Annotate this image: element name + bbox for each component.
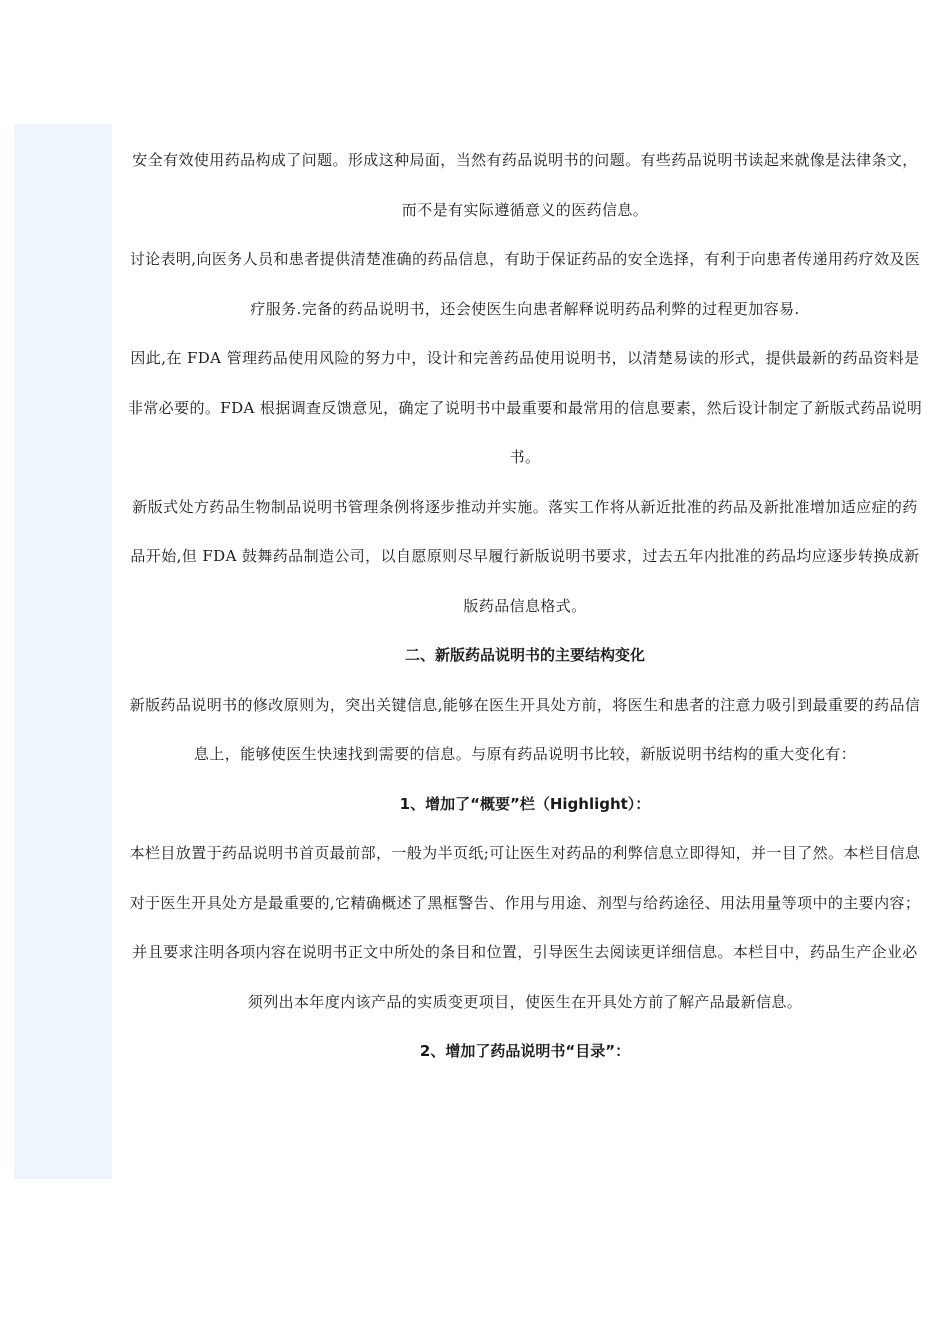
left-margin-panel xyxy=(14,124,112,1179)
section-heading-structure-changes: 二、新版药品说明书的主要结构变化 xyxy=(404,646,645,664)
document-body xyxy=(125,136,925,1077)
subheading-contents: 2、增加了药品说明书“目录”： xyxy=(419,1042,631,1060)
paragraph-fda-design: 因此,在 FDA 管理药品使用风险的努力中，设计和完善药品使用说明书，以清楚易读的形式，提供最新的药品资料是非常必要的。FDA 根据调查反馈意见，确定了说明书中最重要和最常用的信息要素，然后设计制定了新版式药品说明书。 xyxy=(127,349,923,466)
paragraph-discussion: 讨论表明,向医务人员和患者提供清楚准确的药品信息，有助于保证药品的安全选择，有利于向患者传递用药疗效及医疗服务.完备的药品说明书，还会使医生向患者解释说明药品利弊的过程更加容易. xyxy=(129,250,921,318)
paragraph-problem: 安全有效使用药品构成了问题。形成这种局面，当然有药品说明书的问题。有些药品说明书读起来就像是法律条文，而不是有实际遵循意义的医药信息。 xyxy=(132,151,918,219)
paragraph-revision-principle: 新版药品说明书的修改原则为，突出关键信息,能够在医生开具处方前，将医生和患者的注意力吸引到最重要的药品信息上，能够使医生快速找到需要的信息。与原有药品说明书比较，新版说明书结构的重大变化有： xyxy=(129,695,921,763)
paragraph-implementation: 新版式处方药品生物制品说明书管理条例将逐步推动并实施。落实工作将从新近批准的药品及新批准增加适应症的药品开始,但 FDA 鼓舞药品制造公司，以自愿原则尽早履行新版说明书要求，过去五年内批准的药品均应逐步转换成新版药品信息格式。 xyxy=(130,497,920,615)
subheading-highlight: 1、增加了“概要”栏（Highlight）： xyxy=(399,794,651,813)
paragraph-highlight-detail: 本栏目放置于药品说明书首页最前部，一般为半页纸;可让医生对药品的利弊信息立即得知，并一目了然。本栏目信息对于医生开具处方是最重要的,它精确概述了黑框警告、作用与用途、剂型与给药途径、用法用量等项中的主要内容；并且要求注明各项内容在说明书正文中所处的条目和位置，引导医生去阅读更详细信息。本栏目中，药品生产企业必须列出本年度内该产品的实质变更项目，使医生在开具处方前了解产品最新信息。 xyxy=(129,844,921,1011)
